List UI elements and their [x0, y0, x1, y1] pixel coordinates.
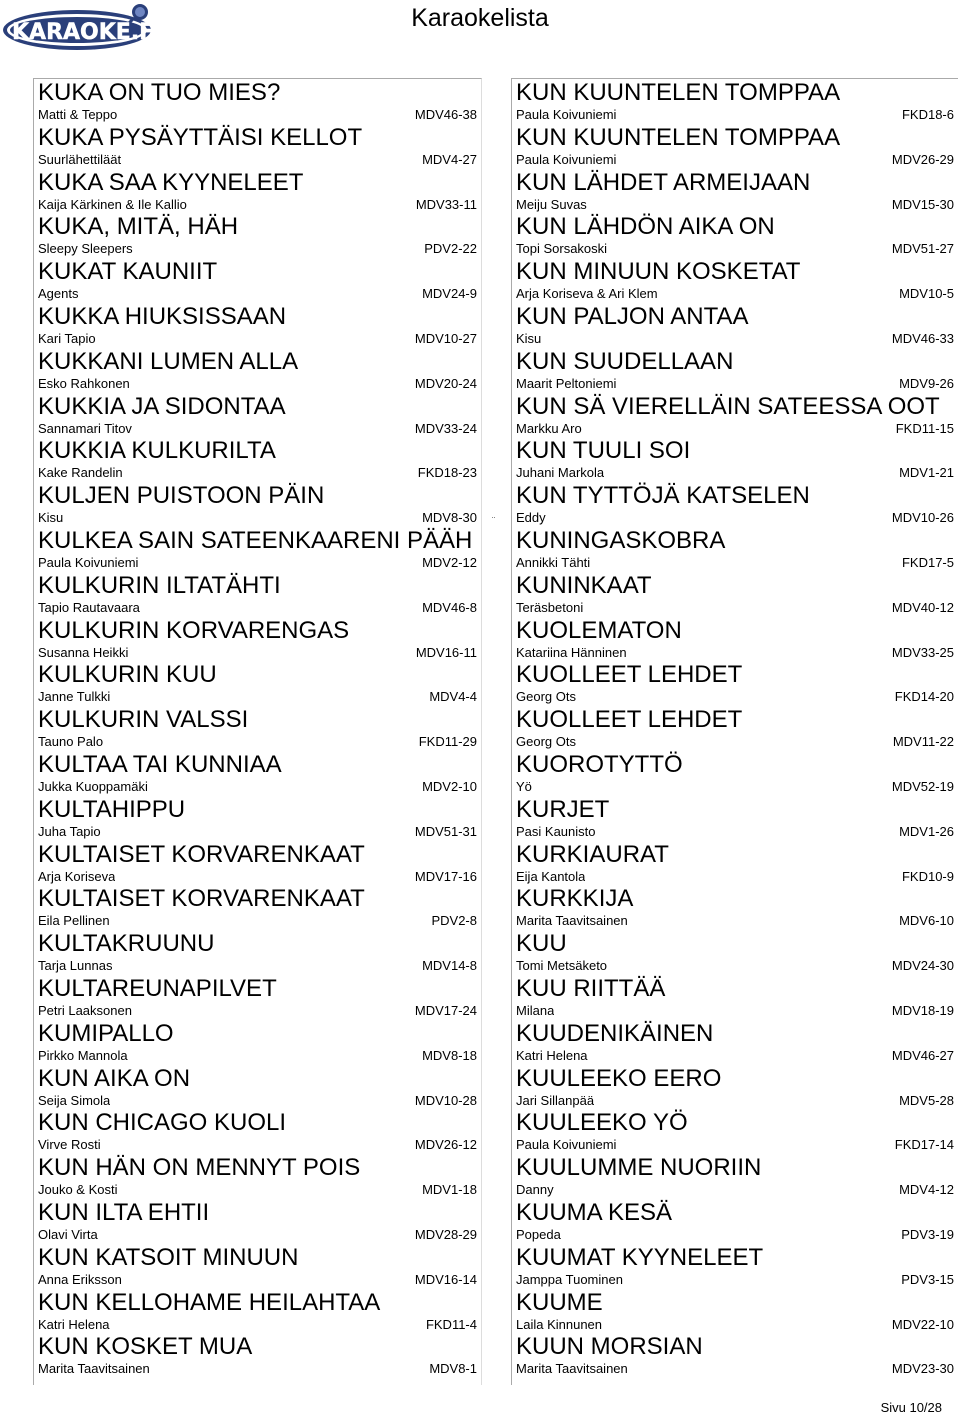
song-meta	[38, 285, 477, 302]
song-title: KUN KUUNTELEN TOMPPAA	[516, 79, 841, 106]
song-artist: Georg Ots	[516, 734, 576, 750]
song-code: MDV1-21	[899, 465, 954, 481]
song-entry	[34, 482, 481, 527]
song-code: PDV3-19	[901, 1226, 954, 1242]
song-meta	[516, 464, 954, 481]
song-entry	[512, 169, 958, 214]
song-title: KUN TYTTÖJÄ KATSELEN	[516, 482, 810, 510]
song-meta	[38, 778, 477, 795]
song-title: KUKKIA JA SIDONTAA	[38, 392, 286, 420]
song-entry	[34, 796, 481, 841]
song-code: MDV16-14	[414, 1271, 477, 1287]
song-code: FKD11-15	[895, 420, 954, 436]
song-title: KUN HÄN ON MENNYT POIS	[38, 1154, 361, 1182]
song-entry	[512, 1154, 958, 1199]
song-meta	[38, 420, 477, 437]
song-meta	[516, 868, 954, 885]
song-entry	[34, 303, 481, 348]
song-artist: Kake Randelin	[38, 465, 123, 481]
song-title: KUKKANI LUMEN ALLA	[38, 347, 299, 375]
song-code: MDV1-18	[422, 1182, 477, 1198]
song-entry	[512, 1020, 958, 1065]
song-meta	[38, 554, 477, 571]
song-meta	[516, 1316, 954, 1333]
song-meta	[38, 599, 477, 616]
song-entry	[34, 1244, 481, 1289]
song-entry	[34, 437, 481, 482]
song-meta	[38, 957, 477, 974]
song-entry	[512, 1289, 958, 1334]
song-code: MDV6-10	[899, 913, 954, 929]
song-title: KUKA PYSÄYTTÄISI KELLOT	[38, 123, 363, 151]
song-code: MDV9-26	[899, 375, 954, 391]
song-title: KUOLEMATON	[516, 616, 682, 644]
song-entry	[512, 437, 958, 482]
song-artist: Seija Simola	[38, 1092, 111, 1108]
song-title: KUOLLEET LEHDET	[516, 706, 743, 734]
song-meta	[38, 912, 477, 929]
song-title: KUULEEKO EERO	[516, 1064, 722, 1092]
song-code: MDV33-25	[891, 644, 954, 660]
song-title: KUN MINUUN KOSKETAT	[516, 258, 801, 286]
song-artist: Yö	[516, 778, 532, 794]
song-artist: Katri Helena	[516, 1047, 588, 1063]
song-title: KULTAISET KORVARENKAAT	[38, 885, 365, 913]
song-code: MDV11-22	[892, 734, 954, 750]
song-artist: Anna Eriksson	[38, 1271, 122, 1287]
song-title: KUNINGASKOBRA	[516, 526, 726, 554]
song-title: KUN KUUNTELEN TOMPPAA	[516, 123, 841, 151]
song-artist: Marita Taavitsainen	[516, 1361, 628, 1377]
song-artist: Sannamari Titov	[38, 420, 132, 436]
song-code: MDV51-27	[891, 241, 954, 257]
song-title: KUN LÄHDET ARMEIJAAN	[516, 168, 811, 196]
song-entry	[512, 617, 958, 662]
song-title: KUUMA KESÄ	[516, 1198, 673, 1226]
song-entry	[34, 79, 481, 124]
song-title: KUN TUULI SOI	[516, 437, 691, 465]
song-code: MDV24-9	[422, 286, 477, 302]
song-code: MDV10-28	[414, 1092, 477, 1108]
logo-text: KARAOKE.FI	[12, 20, 152, 45]
song-title: KUKKIA KULKURILTA	[38, 437, 276, 465]
song-entry	[512, 1244, 958, 1289]
song-meta	[38, 509, 477, 526]
song-meta	[516, 957, 954, 974]
song-entry	[34, 1289, 481, 1334]
song-entry	[512, 303, 958, 348]
song-title: KUN SUUDELLAAN	[516, 347, 734, 375]
song-entry	[512, 841, 958, 886]
song-code: MDV8-1	[429, 1361, 477, 1377]
song-meta	[38, 823, 477, 840]
song-code: MDV26-29	[891, 151, 954, 167]
song-artist: Teräsbetoni	[516, 599, 584, 615]
song-artist: Jouko & Kosti	[38, 1182, 118, 1198]
song-code: MDV5-28	[899, 1092, 954, 1108]
song-artist: Kisu	[516, 330, 542, 346]
song-meta	[516, 196, 954, 213]
song-entry	[34, 393, 481, 438]
song-title: KUKA SAA KYYNELEET	[38, 168, 304, 196]
song-entry	[34, 1154, 481, 1199]
song-code: FKD18-23	[417, 465, 477, 481]
song-artist: Georg Ots	[516, 689, 576, 705]
song-entry	[34, 258, 481, 303]
song-artist: Pasi Kaunisto	[516, 823, 596, 839]
song-code: MDV1-26	[899, 823, 954, 839]
song-artist: Susanna Heikki	[38, 644, 129, 660]
song-entry	[512, 930, 958, 975]
song-meta	[516, 599, 954, 616]
song-title: KUN KOSKET MUA	[38, 1333, 253, 1361]
song-meta	[38, 464, 477, 481]
song-artist: Topi Sorsakoski	[516, 241, 608, 257]
song-meta	[516, 554, 954, 571]
song-meta	[38, 1136, 477, 1153]
song-title: KULTAISET KORVARENKAAT	[38, 840, 365, 868]
song-title: KUN SÄ VIERELLÄIN SATEESSA OOT	[516, 392, 940, 420]
song-title: KUULUMME NUORIIN	[516, 1154, 762, 1182]
song-code: FKD10-9	[901, 868, 954, 884]
column-separator-mark: ¨	[492, 516, 496, 527]
song-meta	[516, 1181, 954, 1198]
song-code: MDV33-11	[415, 196, 477, 212]
song-code: MDV46-33	[891, 330, 954, 346]
song-artist: Arja Koriseva & Ari Klem	[516, 286, 658, 302]
song-code: PDV2-8	[431, 913, 477, 929]
song-entry	[512, 1109, 958, 1154]
song-meta	[38, 106, 477, 123]
song-meta	[516, 1092, 954, 1109]
song-title: KULKURIN KUU	[38, 661, 217, 689]
song-entry	[34, 617, 481, 662]
song-meta	[516, 1002, 954, 1019]
song-title: KURKIAURAT	[516, 840, 669, 868]
song-meta	[516, 151, 954, 168]
song-entry	[34, 213, 481, 258]
song-entry	[512, 706, 958, 751]
song-title: KUOLLEET LEHDET	[516, 661, 743, 689]
song-meta	[38, 240, 477, 257]
song-meta	[516, 733, 954, 750]
song-title: KULTAA TAI KUNNIAA	[38, 750, 282, 778]
song-title: KURKKIJA	[516, 885, 634, 913]
song-code: MDV8-30	[422, 510, 477, 526]
song-entry	[512, 124, 958, 169]
song-meta	[38, 688, 477, 705]
song-entry	[512, 213, 958, 258]
song-artist: Jamppa Tuominen	[516, 1271, 623, 1287]
song-entry	[34, 527, 481, 572]
song-title: KUN AIKA ON	[38, 1064, 191, 1092]
song-code: MDV46-8	[422, 599, 477, 615]
song-entry	[512, 1199, 958, 1244]
song-code: MDV20-24	[414, 375, 477, 391]
song-artist: Tapio Rautavaara	[38, 599, 140, 615]
song-artist: Milana	[516, 1002, 555, 1018]
song-artist: Matti & Teppo	[38, 107, 118, 122]
song-entry	[34, 572, 481, 617]
song-artist: Kisu	[38, 510, 64, 526]
song-meta	[38, 375, 477, 392]
song-meta	[516, 823, 954, 840]
song-artist: Janne Tulkki	[38, 689, 111, 705]
song-code: MDV22-10	[891, 1316, 954, 1332]
song-entry	[34, 975, 481, 1020]
song-meta	[38, 1271, 477, 1288]
song-entry	[512, 79, 958, 124]
song-code: MDV17-24	[414, 1002, 477, 1018]
song-title: KUN PALJON ANTAA	[516, 302, 749, 330]
song-meta	[516, 420, 954, 437]
song-title: KUN KATSOIT MINUUN	[38, 1243, 299, 1271]
song-entry	[512, 527, 958, 572]
song-artist: Maarit Peltoniemi	[516, 375, 617, 391]
song-code: MDV4-27	[422, 151, 477, 167]
song-entry	[34, 706, 481, 751]
song-artist: Agents	[38, 286, 79, 302]
song-code: MDV14-8	[422, 958, 477, 974]
song-code: MDV10-5	[899, 286, 954, 302]
song-artist: Juhani Markola	[516, 465, 605, 481]
song-code: MDV16-11	[415, 644, 477, 660]
song-artist: Meiju Suvas	[516, 196, 587, 212]
song-title: KUKA, MITÄ, HÄH	[38, 213, 239, 241]
song-meta	[516, 778, 954, 795]
song-entry	[512, 796, 958, 841]
song-meta	[38, 1002, 477, 1019]
song-title: KULKEA SAIN SATEENKAARENI PÄÄH	[38, 526, 473, 554]
song-meta	[516, 1226, 954, 1243]
song-code: MDV10-26	[891, 510, 954, 526]
song-code: FKD11-4	[425, 1316, 477, 1332]
song-title: KULTAHIPPU	[38, 795, 186, 823]
song-meta	[38, 1047, 477, 1064]
song-meta	[38, 644, 477, 661]
song-title: KULKURIN VALSSI	[38, 706, 249, 734]
song-entry	[512, 751, 958, 796]
song-code: MDV18-19	[891, 1002, 954, 1018]
song-artist: Jari Sillanpää	[516, 1092, 595, 1108]
song-artist: Markku Aro	[516, 420, 582, 436]
song-artist: Eila Pellinen	[38, 913, 110, 929]
song-title: KULKURIN ILTATÄHTI	[38, 571, 281, 599]
song-code: MDV52-19	[891, 778, 954, 794]
song-artist: Jukka Kuoppamäki	[38, 778, 148, 794]
right-song-column	[511, 78, 958, 1385]
song-meta	[516, 1271, 954, 1288]
song-title: KUULEEKO YÖ	[516, 1109, 688, 1137]
song-artist: Sleepy Sleepers	[38, 241, 133, 257]
song-code: FKD17-14	[894, 1137, 954, 1153]
song-artist: Katariina Hänninen	[516, 644, 627, 660]
song-meta	[38, 151, 477, 168]
song-entry	[512, 1065, 958, 1110]
song-meta	[38, 733, 477, 750]
song-title: KUU RIITTÄÄ	[516, 974, 666, 1002]
song-entry	[34, 1333, 481, 1378]
song-title: KUOROTYTTÖ	[516, 750, 683, 778]
song-meta	[516, 330, 954, 347]
song-artist: Annikki Tähti	[516, 554, 591, 570]
song-title: KUUDENIKÄINEN	[516, 1019, 714, 1047]
song-meta	[516, 509, 954, 526]
song-artist: Virve Rosti	[38, 1137, 101, 1153]
song-title: KUUMAT KYYNELEET	[516, 1243, 764, 1271]
song-meta	[516, 644, 954, 661]
left-song-column	[33, 78, 482, 1385]
song-code: PDV3-15	[901, 1271, 954, 1287]
song-code: MDV15-30	[891, 196, 954, 212]
song-code: MDV46-27	[891, 1047, 954, 1063]
page-number: Sivu 10/28	[880, 1400, 942, 1415]
song-artist: Kaija Kärkinen & Ile Kallio	[38, 196, 187, 212]
song-title: KURJET	[516, 795, 610, 823]
song-artist: Katri Helena	[38, 1316, 110, 1332]
song-code: MDV2-10	[422, 778, 477, 794]
song-entry	[512, 572, 958, 617]
song-meta	[38, 196, 477, 213]
song-meta	[516, 688, 954, 705]
song-code: MDV2-12	[422, 554, 477, 570]
song-entry	[512, 258, 958, 303]
song-artist: Olavi Virta	[38, 1226, 98, 1242]
song-code: FKD17-5	[901, 554, 954, 570]
song-artist: Tauno Palo	[38, 734, 104, 750]
song-title: KUN ILTA EHTII	[38, 1198, 210, 1226]
song-code: MDV4-12	[899, 1182, 954, 1198]
song-artist: Pirkko Mannola	[38, 1047, 128, 1063]
song-code: FKD11-29	[418, 734, 477, 750]
song-code: FKD14-20	[894, 689, 954, 705]
song-meta	[516, 106, 954, 123]
song-title: KUMIPALLO	[38, 1019, 174, 1047]
song-artist: Paula Koivuniemi	[516, 107, 617, 122]
song-artist: Juha Tapio	[38, 823, 101, 839]
song-meta	[516, 1136, 954, 1153]
song-code: MDV8-18	[422, 1047, 477, 1063]
song-entry	[34, 751, 481, 796]
song-meta	[38, 1092, 477, 1109]
song-code: FKD18-6	[901, 107, 954, 122]
song-entry	[34, 661, 481, 706]
song-artist: Petri Laaksonen	[38, 1002, 132, 1018]
song-entry	[512, 1333, 958, 1378]
song-entry	[34, 124, 481, 169]
song-artist: Popeda	[516, 1226, 561, 1242]
song-entry	[512, 661, 958, 706]
song-entry	[34, 930, 481, 975]
song-entry	[512, 348, 958, 393]
song-code: MDV24-30	[891, 958, 954, 974]
song-meta	[516, 912, 954, 929]
song-code: MDV17-16	[414, 868, 477, 884]
song-artist: Tomi Metsäketo	[516, 958, 608, 974]
song-title: KUUME	[516, 1288, 603, 1316]
song-entry	[34, 841, 481, 886]
song-code: MDV23-30	[891, 1361, 954, 1377]
song-title: KUU	[516, 930, 567, 958]
song-artist: Kari Tapio	[38, 330, 96, 346]
song-title: KUN KELLOHAME HEILAHTAA	[38, 1288, 381, 1316]
song-meta	[38, 1226, 477, 1243]
song-artist: Marita Taavitsainen	[38, 1361, 150, 1377]
song-meta	[38, 868, 477, 885]
song-code: MDV40-12	[891, 599, 954, 615]
song-code: MDV26-12	[414, 1137, 477, 1153]
song-artist: Laila Kinnunen	[516, 1316, 603, 1332]
song-artist: Tarja Lunnas	[38, 958, 113, 974]
song-code: PDV2-22	[424, 241, 477, 257]
song-artist: Arja Koriseva	[38, 868, 116, 884]
song-entry	[512, 885, 958, 930]
song-title: KULTAKRUUNU	[38, 930, 215, 958]
song-artist: Esko Rahkonen	[38, 375, 130, 391]
song-meta	[516, 1360, 954, 1377]
song-meta	[516, 285, 954, 302]
song-code: MDV51-31	[414, 823, 477, 839]
song-entry	[34, 1109, 481, 1154]
song-title: KUN CHICAGO KUOLI	[38, 1109, 287, 1137]
song-artist: Eddy	[516, 510, 546, 526]
song-meta	[38, 1360, 477, 1377]
song-code: MDV46-38	[414, 107, 477, 122]
song-code: MDV10-27	[414, 330, 477, 346]
song-entry	[512, 482, 958, 527]
song-meta	[516, 240, 954, 257]
song-entry	[34, 885, 481, 930]
song-entry	[34, 1065, 481, 1110]
song-title: KULKURIN KORVARENGAS	[38, 616, 350, 644]
song-artist: Paula Koivuniemi	[38, 554, 139, 570]
song-artist: Eija Kantola	[516, 868, 586, 884]
song-entry	[512, 393, 958, 438]
song-artist: Marita Taavitsainen	[516, 913, 628, 929]
song-title: KUKKA HIUKSISSAAN	[38, 302, 287, 330]
song-entry	[34, 1020, 481, 1065]
song-title: KUKA ON TUO MIES?	[38, 79, 281, 106]
song-meta	[38, 1316, 477, 1333]
song-code: MDV28-29	[414, 1226, 477, 1242]
song-meta	[38, 1181, 477, 1198]
song-title: KUUN MORSIAN	[516, 1333, 703, 1361]
song-artist: Paula Koivuniemi	[516, 151, 617, 167]
song-title: KUKAT KAUNIIT	[38, 258, 218, 286]
page-title: Karaokelista	[411, 4, 549, 32]
song-meta	[38, 330, 477, 347]
song-artist: Danny	[516, 1182, 554, 1198]
song-entry	[34, 348, 481, 393]
song-code: MDV33-24	[414, 420, 477, 436]
song-title: KULTAREUNAPILVET	[38, 974, 277, 1002]
song-title: KUNINKAAT	[516, 571, 652, 599]
song-code: MDV4-4	[429, 689, 477, 705]
song-artist: Suurlähettiläät	[38, 151, 122, 167]
song-meta	[516, 1047, 954, 1064]
song-meta	[516, 375, 954, 392]
song-title: KUN LÄHDÖN AIKA ON	[516, 213, 775, 241]
song-entry	[34, 1199, 481, 1244]
song-entry	[512, 975, 958, 1020]
song-artist: Paula Koivuniemi	[516, 1137, 617, 1153]
song-entry	[34, 169, 481, 214]
song-title: KULJEN PUISTOON PÄIN	[38, 482, 325, 510]
